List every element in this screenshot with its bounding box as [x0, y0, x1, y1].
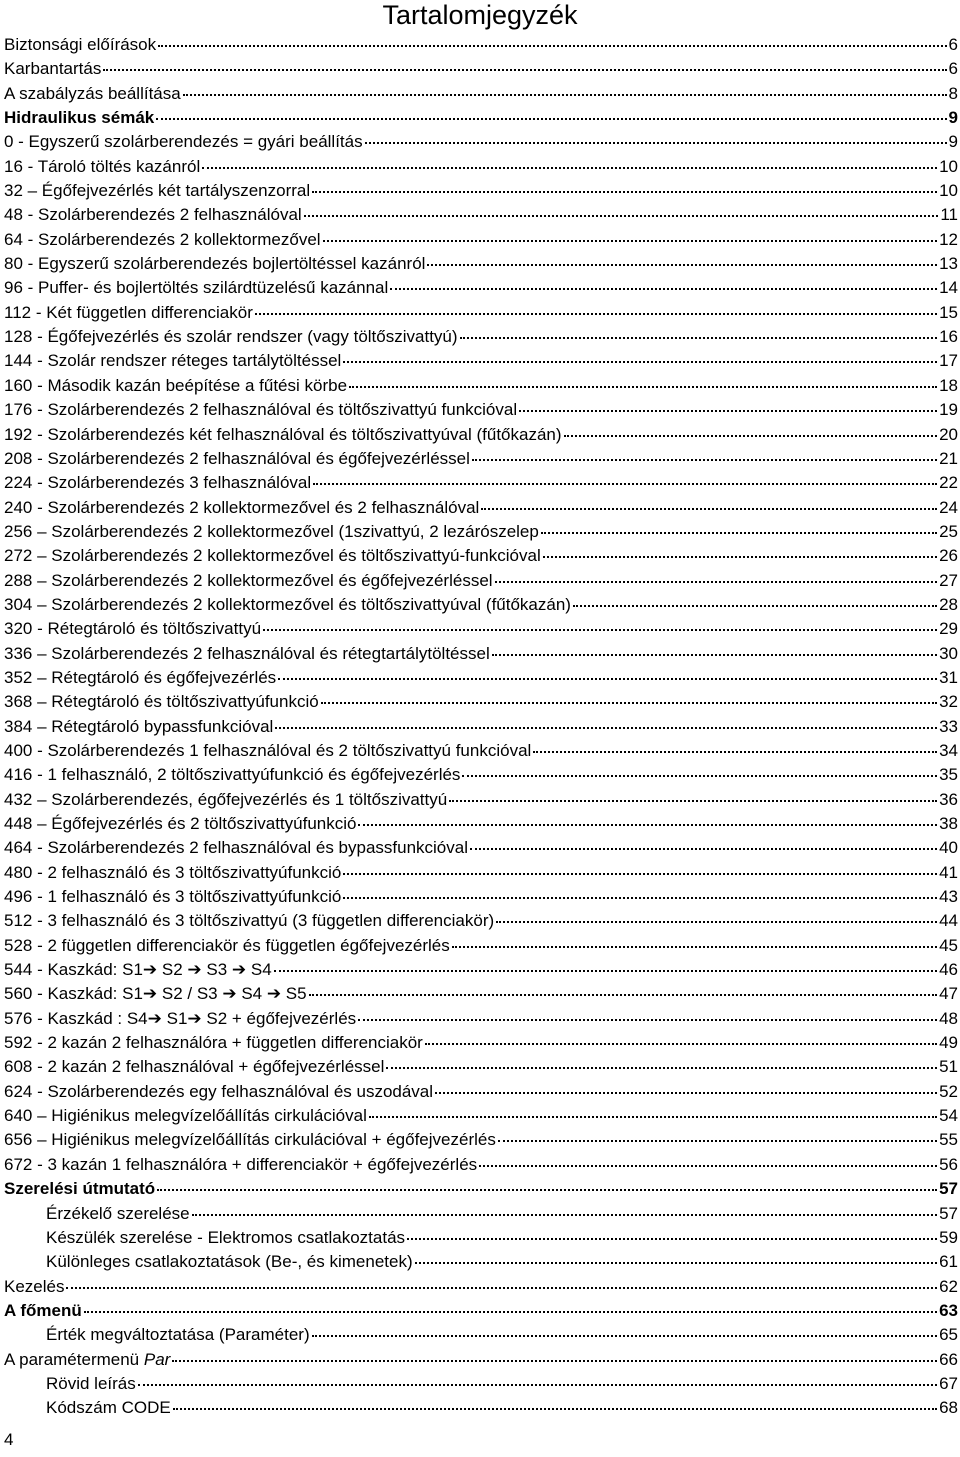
toc-entry-title: 592 - 2 kazán 2 felhasználóra + független differenciakör — [4, 1033, 423, 1053]
toc-entry-title: 480 - 2 felhasználó és 3 töltőszivattyúfunkció — [4, 862, 342, 882]
toc-entry-title: A paramétermenü Par — [4, 1349, 171, 1369]
toc-entry-title: 352 – Rétegtároló és égőfejvezérlés — [4, 667, 277, 687]
toc-entry[interactable] — [4, 690, 958, 714]
toc-entry-title: 464 - Szolárberendezés 2 felhasználóval és bypassfunkcióval — [4, 838, 468, 858]
toc-entry-title: 576 - Kaszkád : S4➔ S1➔ S2 + égőfejvezérlés — [4, 1008, 357, 1028]
toc-entry-page: 34 — [939, 740, 958, 760]
toc-entry-title: 64 - Szolárberendezés 2 kollektormezővel — [4, 229, 321, 249]
toc-entry-title: 192 - Szolárberendezés két felhasználóval és töltőszivattyúval (fűtőkazán) — [4, 424, 562, 444]
toc-entry[interactable] — [4, 349, 958, 373]
dot-leader — [312, 190, 937, 193]
toc-entry-title: 288 – Szolárberendezés 2 kollektormezővel és égőfejvezérléssel — [4, 570, 493, 590]
toc-entry[interactable] — [4, 325, 958, 349]
toc-entry-title: 496 - 1 felhasználó és 3 töltőszivattyúfunkció — [4, 887, 342, 907]
toc-entry[interactable] — [4, 82, 958, 106]
toc-entry[interactable] — [4, 885, 958, 909]
toc-entry-title: 272 – Szolárberendezés 2 kollektormezővel és töltőszivattyú-funkcióval — [4, 546, 541, 566]
toc-entry[interactable] — [4, 544, 958, 568]
toc-entry-page: 57 — [939, 1179, 958, 1199]
dot-leader — [278, 677, 937, 680]
dot-leader — [263, 628, 937, 631]
toc-entry-title: 112 - Két független differenciakör — [4, 302, 253, 322]
toc-entry[interactable] — [4, 57, 958, 81]
dot-leader — [390, 287, 937, 290]
toc-entry-page: 16 — [939, 327, 958, 347]
toc-entry-title: 560 - Kaszkád: S1➔ S2 / S3 ➔ S4 ➔ S5 — [4, 984, 307, 1004]
toc-entry[interactable] — [4, 1275, 958, 1299]
toc-entry[interactable] — [4, 423, 958, 447]
toc-entry-page: 19 — [939, 400, 958, 420]
toc-entry[interactable] — [4, 836, 958, 860]
toc-entry-title: 80 - Egyszerű szolárberendezés bojlertöltéssel kazánról — [4, 254, 426, 274]
toc-entry-title: 0 - Egyszerű szolárberendezés = gyári beállítás — [4, 132, 363, 152]
toc-entry-page: 56 — [939, 1154, 958, 1174]
dot-leader — [321, 701, 937, 704]
toc-entry-title: A szabályzás beállítása — [4, 83, 181, 103]
dot-leader — [564, 434, 938, 437]
toc-entry-page: 67 — [939, 1373, 958, 1393]
toc-entry-title: 176 - Szolárberendezés 2 felhasználóval és töltőszivattyú funkcióval — [4, 400, 518, 420]
toc-entry-page: 11 — [940, 205, 958, 225]
dot-leader — [460, 336, 938, 339]
toc-entry[interactable] — [4, 763, 958, 787]
dot-leader — [498, 1139, 937, 1142]
dot-leader — [312, 1334, 937, 1337]
dot-leader — [173, 1407, 937, 1410]
toc-entry[interactable] — [4, 788, 958, 812]
toc-entry-page: 9 — [948, 108, 958, 128]
toc-entry[interactable] — [4, 1007, 958, 1031]
toc-entry[interactable] — [4, 301, 958, 325]
toc-entry-page: 26 — [939, 546, 958, 566]
toc-entry[interactable] — [4, 958, 958, 982]
toc-entry[interactable] — [4, 1299, 958, 1323]
toc-entry-page: 52 — [939, 1081, 958, 1101]
page-number: 4 — [4, 1430, 14, 1449]
toc-entry-page: 44 — [939, 911, 958, 931]
toc-entry[interactable] — [4, 130, 958, 154]
toc-entry-page: 61 — [939, 1252, 958, 1272]
dot-leader — [407, 1237, 937, 1240]
toc-entry-title: 672 - 3 kazán 1 felhasználóra + differenciakör + égőfejvezérlés — [4, 1154, 478, 1174]
toc-entry-title: 640 – Higiénikus melegvízelőállítás cirkulációval — [4, 1106, 367, 1126]
toc-entry-page: 24 — [939, 497, 958, 517]
toc-entry-page: 31 — [939, 667, 958, 687]
dot-leader — [369, 1115, 937, 1118]
toc-entry[interactable] — [4, 1153, 958, 1177]
toc-entry-title: 368 – Rétegtároló és töltőszivattyúfunkció — [4, 692, 319, 712]
toc-entry-page: 30 — [939, 643, 958, 663]
toc-entry-page: 62 — [939, 1276, 958, 1296]
toc-entry-title: 48 - Szolárberendezés 2 felhasználóval — [4, 205, 302, 225]
toc-entry-title: 608 - 2 kazán 2 felhasználóval + égőfejvezérléssel — [4, 1057, 385, 1077]
toc-entry[interactable] — [4, 666, 958, 690]
toc-entry-title: 624 - Szolárberendezés egy felhasználóval és uszodával — [4, 1081, 434, 1101]
toc-entry[interactable] — [4, 909, 958, 933]
dot-leader — [343, 360, 937, 363]
toc-entry[interactable] — [4, 1396, 958, 1420]
toc-entry-page: 48 — [939, 1008, 958, 1028]
dot-leader — [343, 872, 937, 875]
toc-entry-page: 33 — [939, 716, 958, 736]
dot-leader — [202, 166, 937, 169]
dot-leader — [172, 1359, 937, 1362]
toc-entry[interactable] — [4, 228, 958, 252]
toc-entry-title: 96 - Puffer- és bojlertöltés szilárdtüzelésű kazánnal — [4, 278, 389, 298]
toc-entry-page: 17 — [939, 351, 958, 371]
toc-entry-page: 10 — [939, 156, 958, 176]
toc-entry[interactable] — [4, 1372, 958, 1396]
toc-entry[interactable] — [4, 1080, 958, 1104]
toc-entry[interactable] — [4, 1128, 958, 1152]
toc-entry-page: 66 — [939, 1349, 958, 1369]
toc-entry-page: 57 — [939, 1203, 958, 1223]
toc-entry[interactable] — [4, 617, 958, 641]
toc-entry-page: 49 — [939, 1033, 958, 1053]
dot-leader — [274, 969, 937, 972]
toc-entry-title: Hidraulikus sémák — [4, 108, 155, 128]
toc-entry-title: Rövid leírás — [46, 1373, 136, 1393]
toc-entry-page: 18 — [939, 375, 958, 395]
dot-leader — [158, 44, 946, 47]
toc-entry-page: 47 — [939, 984, 958, 1004]
toc-entry-title: Biztonsági előírások — [4, 35, 157, 54]
toc-entry[interactable] — [4, 569, 958, 593]
dot-leader — [309, 993, 937, 996]
toc-entry-page: 46 — [939, 960, 958, 980]
toc-entry-title: 16 - Tároló töltés kazánról — [4, 156, 201, 176]
dot-leader — [462, 774, 937, 777]
toc-entry-page: 32 — [939, 692, 958, 712]
toc-entry[interactable] — [4, 642, 958, 666]
toc-entry-title: 144 - Szolár rendszer réteges tartálytöltéssel — [4, 351, 342, 371]
page-title: Tartalomjegyzék — [382, 0, 578, 30]
toc-entry[interactable] — [4, 1348, 958, 1372]
toc-entry-page: 12 — [939, 229, 958, 249]
toc-entry-title: A főmenü — [4, 1300, 82, 1320]
dot-leader — [255, 312, 937, 315]
toc-entry-page: 8 — [948, 83, 958, 103]
toc-entry[interactable] — [4, 934, 958, 958]
dot-leader — [425, 1042, 937, 1045]
toc-entry-title: 656 – Higiénikus melegvízelőállítás cirkulációval + égőfejvezérlés — [4, 1130, 496, 1150]
toc-entry-page: 40 — [939, 838, 958, 858]
toc-entry-page: 6 — [948, 59, 958, 79]
dot-leader — [472, 458, 937, 461]
dot-leader — [183, 93, 947, 96]
toc-entry[interactable] — [4, 1202, 958, 1226]
toc-entry[interactable] — [4, 1250, 958, 1274]
toc-entry[interactable] — [4, 1226, 958, 1250]
dot-leader — [66, 1286, 937, 1289]
toc-entry[interactable] — [4, 203, 958, 227]
toc-entry-title: 208 - Szolárberendezés 2 felhasználóval és égőfejvezérléssel — [4, 448, 470, 468]
toc-entry-title: 400 - Szolárberendezés 1 felhasználóval és 2 töltőszivattyú funkcióval — [4, 740, 532, 760]
dot-leader — [358, 823, 937, 826]
dot-leader — [275, 726, 937, 729]
toc-entry[interactable] — [4, 1104, 958, 1128]
toc-entry-title: Különleges csatlakoztatások (Be-, és kimenetek) — [46, 1252, 413, 1272]
dot-leader — [452, 945, 937, 948]
toc-entry-page: 41 — [939, 862, 958, 882]
toc-entry-title: 256 – Szolárberendezés 2 kollektormezővel (1szivattyú, 2 lezárószelep — [4, 521, 539, 541]
toc-entry-title: Készülék szerelése - Elektromos csatlakoztatás — [46, 1227, 406, 1247]
dot-leader — [496, 920, 937, 923]
toc-entry[interactable] — [4, 179, 958, 203]
toc-entry[interactable] — [4, 252, 958, 276]
toc-entry[interactable] — [4, 33, 958, 57]
toc-entry[interactable] — [4, 155, 958, 179]
toc-entry-page: 28 — [939, 594, 958, 614]
toc-entry-page: 54 — [939, 1106, 958, 1126]
toc-entry-page: 21 — [939, 448, 958, 468]
toc-entry-title: 160 - Második kazán beépítése a fűtési körbe — [4, 375, 348, 395]
toc-entry[interactable] — [4, 106, 958, 130]
toc-entry-title: Kódszám CODE — [46, 1398, 171, 1418]
toc-entry-title: 336 – Szolárberendezés 2 felhasználóval és rétegtartálytöltéssel — [4, 643, 490, 663]
toc-entry-title: 32 – Égőfejvezérlés két tartályszenzorral — [4, 181, 311, 201]
toc-entry[interactable] — [4, 471, 958, 495]
toc-entry-page: 68 — [939, 1398, 958, 1418]
toc-entry-title: 512 - 3 felhasználó és 3 töltőszivattyú (3 független differenciakör) — [4, 911, 495, 931]
toc-entry[interactable] — [4, 982, 958, 1006]
toc-entry[interactable] — [4, 276, 958, 300]
dot-leader — [304, 214, 939, 217]
dot-leader — [84, 1310, 937, 1313]
dot-leader — [192, 1213, 937, 1216]
toc-entry-page: 15 — [939, 302, 958, 322]
toc-entry-page: 29 — [939, 619, 958, 639]
toc-entry[interactable] — [4, 520, 958, 544]
dot-leader — [435, 1091, 937, 1094]
dot-leader — [138, 1383, 937, 1386]
toc-entry-title: Érték megváltoztatása (Paraméter) — [46, 1325, 310, 1345]
toc-entry-page: 59 — [939, 1227, 958, 1247]
dot-leader — [323, 239, 938, 242]
dot-leader — [573, 604, 937, 607]
table-of-contents — [4, 33, 958, 1421]
toc-entry-title: Karbantartás — [4, 59, 102, 79]
dot-leader — [519, 409, 937, 412]
dot-leader — [449, 799, 937, 802]
toc-entry[interactable] — [4, 447, 958, 471]
toc-entry[interactable] — [4, 496, 958, 520]
toc-entry[interactable] — [4, 1055, 958, 1079]
dot-leader — [533, 750, 937, 753]
toc-entry[interactable] — [4, 398, 958, 422]
toc-entry-page: 36 — [939, 789, 958, 809]
toc-entry-title: 320 - Rétegtároló és töltőszivattyú — [4, 619, 262, 639]
toc-entry-page: 25 — [939, 521, 958, 541]
toc-entry[interactable] — [4, 812, 958, 836]
toc-entry[interactable] — [4, 861, 958, 885]
dot-leader — [479, 1164, 937, 1167]
dot-leader — [157, 1188, 937, 1191]
toc-entry-page: 6 — [948, 35, 958, 54]
dot-leader — [358, 1018, 937, 1021]
dot-leader — [470, 847, 937, 850]
toc-entry-title: 448 – Égőfejvezérlés és 2 töltőszivattyúfunkció — [4, 814, 357, 833]
toc-entry-page: 38 — [939, 814, 958, 833]
toc-entry[interactable] — [4, 1177, 958, 1201]
toc-entry-page: 22 — [939, 473, 958, 493]
toc-entry-page: 55 — [939, 1130, 958, 1150]
toc-entry[interactable] — [4, 593, 958, 617]
toc-entry-page: 27 — [939, 570, 958, 590]
toc-entry-title: Érzékelő szerelése — [46, 1203, 190, 1223]
dot-leader — [349, 385, 937, 388]
toc-entry-page: 51 — [939, 1057, 958, 1077]
dot-leader — [415, 1261, 937, 1264]
dot-leader — [313, 482, 937, 485]
dot-leader — [492, 653, 937, 656]
toc-entry-page: 13 — [939, 254, 958, 274]
toc-entry-title: 432 – Szolárberendezés, égőfejvezérlés és 1 töltőszivattyú — [4, 789, 448, 809]
toc-entry-page: 9 — [948, 132, 958, 152]
toc-entry-title: 128 - Égőfejvezérlés és szolár rendszer (vagy töltőszivattyú) — [4, 327, 458, 347]
toc-entry[interactable] — [4, 715, 958, 739]
toc-entry-title: 240 - Szolárberendezés 2 kollektormezővel és 2 felhasználóval — [4, 497, 480, 517]
toc-entry[interactable] — [4, 1323, 958, 1347]
toc-entry-title: 544 - Kaszkád: S1➔ S2 ➔ S3 ➔ S4 — [4, 960, 272, 980]
toc-entry-title: 224 - Szolárberendezés 3 felhasználóval — [4, 473, 312, 493]
toc-entry-title: 528 - 2 független differenciakör és független égőfejvezérlés — [4, 935, 450, 955]
toc-entry-title: Kezelés — [4, 1276, 65, 1296]
dot-leader — [156, 117, 946, 120]
toc-entry-page: 43 — [939, 887, 958, 907]
dot-leader — [427, 263, 937, 266]
dot-leader — [103, 68, 946, 71]
toc-entry-page: 63 — [939, 1300, 958, 1320]
toc-entry-page: 45 — [939, 935, 958, 955]
toc-entry-title: Szerelési útmutató — [4, 1179, 156, 1199]
toc-entry[interactable] — [4, 739, 958, 763]
dot-leader — [365, 141, 947, 144]
toc-entry-title: 304 – Szolárberendezés 2 kollektormezővel és töltőszivattyúval (fűtőkazán) — [4, 594, 571, 614]
toc-entry-page: 14 — [939, 278, 958, 298]
toc-entry[interactable] — [4, 1031, 958, 1055]
toc-entry-page: 65 — [939, 1325, 958, 1345]
toc-entry-page: 10 — [939, 181, 958, 201]
dot-leader — [495, 580, 938, 583]
dot-leader — [541, 531, 937, 534]
dot-leader — [543, 555, 937, 558]
toc-entry-page: 20 — [939, 424, 958, 444]
toc-entry-title: 384 – Rétegtároló bypassfunkcióval — [4, 716, 274, 736]
dot-leader — [481, 507, 937, 510]
toc-entry-title: 416 - 1 felhasználó, 2 töltőszivattyúfunkció és égőfejvezérlés — [4, 765, 461, 785]
dot-leader — [386, 1066, 937, 1069]
dot-leader — [343, 896, 937, 899]
toc-entry-page: 35 — [939, 765, 958, 785]
toc-entry[interactable] — [4, 374, 958, 398]
